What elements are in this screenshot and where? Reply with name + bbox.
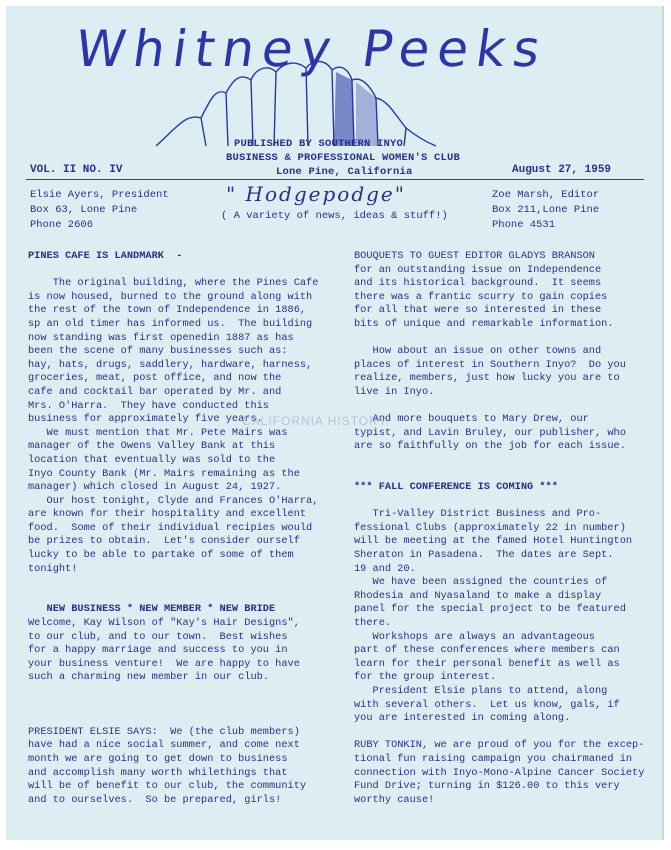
- editor-contact: [492, 188, 599, 233]
- right-column: [354, 250, 646, 807]
- line-gap: [354, 454, 646, 468]
- text-line: worthy cause!: [354, 793, 435, 806]
- text-line: Rhodesia and Nyasaland to make a display: [354, 589, 602, 602]
- text-line: part of these conferences where members can: [354, 644, 620, 657]
- text-line: will be meeting at the famed Hotel Huntington: [354, 535, 633, 548]
- line-gap: [354, 332, 646, 346]
- text-line: to our club, and to our town. Best wishes: [28, 630, 288, 643]
- text-line: We must mention that Mr. Pete Mairs was: [28, 426, 288, 439]
- text-line: How about an issue on other towns and: [354, 345, 602, 358]
- issue-date: August 27, 1959: [512, 164, 612, 176]
- left-column: [28, 250, 338, 807]
- president-box: Box 63, Lone Pine: [30, 204, 138, 216]
- text-line: there was a frantic scurry to gain copies: [354, 290, 608, 303]
- text-line: fessional Clubs (approximately 22 in number): [354, 521, 626, 534]
- masthead-title: Whitney Peeks: [71, 20, 552, 78]
- text-line: typist, and Lavin Bruley, our publisher, who: [354, 426, 626, 439]
- text-line: location that eventually was sold to the: [28, 453, 276, 466]
- line-gap: [354, 400, 646, 414]
- text-line: And more bouquets to Mary Drew, our: [354, 413, 589, 426]
- section-subtitle: ( A variety of news, ideas & stuff!): [221, 210, 448, 222]
- publisher-line-2: BUSINESS & PROFESSIONAL WOMEN'S CLUB: [226, 152, 461, 164]
- text-line: for an outstanding issue on Independence: [354, 263, 602, 276]
- text-line: food. Some of their individual recipies would: [28, 521, 313, 534]
- line-gap: [28, 699, 338, 713]
- text-line: is now housed, burned to the ground along with: [28, 290, 313, 303]
- text-line: sp an old timer has informed us. The building: [28, 317, 313, 330]
- text-line: Sheraton in Pasadena. The dates are Sept.: [354, 549, 614, 562]
- text-line: you are interested in coming along.: [354, 712, 571, 725]
- text-line: groceries, meat, post office, and now the: [28, 372, 282, 385]
- text-line: bits of unique and remarkable information.: [354, 317, 614, 330]
- text-line: Inyo County Bank (Mr. Mairs remaining as the: [28, 467, 300, 480]
- text-line: with several others. Let us know, gals, if: [354, 698, 620, 711]
- text-line: are so faithfully on the job for each issue.: [354, 440, 626, 453]
- text-line: for a happy marriage and success to you in: [28, 644, 288, 657]
- line-gap: [28, 685, 338, 699]
- line-gap: [28, 576, 338, 590]
- text-line: Workshops are always an advantageous: [354, 630, 595, 643]
- text-line: President Elsie plans to attend, along: [354, 685, 608, 697]
- text-line: We have been assigned the countries of: [354, 576, 608, 589]
- text-line: there.: [354, 617, 392, 630]
- text-line: learn for their personal benefit as well as: [354, 657, 620, 670]
- line-gap: [28, 590, 338, 604]
- text-line: tonight!: [28, 562, 78, 575]
- mountain-illustration: [156, 58, 436, 148]
- text-line: for all that were so interested in these: [354, 304, 602, 317]
- article-heading: PINES CAFE IS LANDMARK -: [28, 250, 183, 262]
- text-line: such a charming new member in our club.: [28, 671, 269, 684]
- text-line: Mrs. O'Harra. They have conducted this: [28, 399, 269, 412]
- line-gap: [354, 726, 646, 740]
- editor-phone: Phone 4531: [492, 219, 556, 231]
- editor-name: Zoe Marsh, Editor: [492, 189, 600, 201]
- article-heading: *** FALL CONFERENCE IS COMING ***: [354, 481, 558, 494]
- text-line: and its historical background. It seems: [354, 277, 602, 290]
- text-line: for the group interest.: [354, 671, 497, 684]
- text-line: lucky to be able to partake of some of them: [28, 549, 294, 562]
- text-line: panel for the special project to be featured: [354, 603, 626, 616]
- text-line: hay, hats, drugs, saddlery, hardware, harness,: [28, 358, 313, 371]
- text-line: Tri-Valley District Business and Pro-: [354, 508, 602, 521]
- text-line: have had a nice social summer, and come next: [28, 739, 300, 752]
- text-line: 19 and 20.: [354, 562, 416, 575]
- text-line: will be of benefit to our club, the community: [28, 780, 307, 793]
- masthead: [6, 6, 662, 178]
- watermark-text: CALIFORNIA HISTORY: [242, 414, 388, 428]
- text-line: RUBY TONKIN, we are proud of you for the excep-: [354, 739, 645, 752]
- text-line: tional fun raising campaign you chairmaned in: [354, 752, 633, 765]
- text-line: live in Inyo.: [354, 385, 435, 398]
- text-line: manager of the Owens Valley Bank at this: [28, 440, 276, 453]
- text-line: Our host tonight, Clyde and Frances O'Harra,: [28, 494, 319, 507]
- text-line: connection with Inyo-Mono-Alpine Cancer Society: [354, 766, 645, 779]
- editor-box: Box 211,Lone Pine: [492, 204, 600, 216]
- text-line: Fund Drive; turning in $126.00 to this very: [354, 780, 620, 793]
- text-line: places of interest in Southern Inyo? Do you: [354, 358, 626, 371]
- text-line: manager) which closed in August 24, 1927.: [28, 481, 282, 494]
- text-line: the rest of the town of Independence in 1886,: [28, 304, 307, 317]
- line-gap: [354, 495, 646, 509]
- line-gap: [354, 468, 646, 482]
- text-line: your business venture! We are happy to have: [28, 657, 300, 670]
- header-rule: [26, 179, 644, 180]
- text-line: cafe and cocktail bar operated by Mr. and: [28, 385, 282, 398]
- text-line: business for approximately five years.: [28, 413, 263, 426]
- volume-number: VOL. II NO. IV: [30, 164, 123, 176]
- line-gap: [28, 712, 338, 726]
- text-line: realize, members, just how lucky you are to: [354, 372, 620, 385]
- line-gap: [28, 264, 338, 278]
- text-line: The original building, where the Pines Cafe: [28, 277, 319, 290]
- text-line: Welcome, Kay Wilson of "Kay's Hair Designs",: [28, 617, 300, 630]
- text-line: and accomplish many worth whilethings that: [28, 766, 288, 779]
- location-line: Lone Pine, California: [276, 166, 413, 178]
- text-line: now standing was first openedin 1887 as has: [28, 331, 294, 344]
- text-line: and to ourselves. So be prepared, girls!: [28, 793, 282, 806]
- text-line: BOUQUETS TO GUEST EDITOR GLADYS BRANSON: [354, 250, 595, 262]
- text-line: been the scene of many businesses such as:: [28, 345, 288, 358]
- publisher-line-1: PUBLISHED BY SOUTHERN INYO: [234, 138, 404, 150]
- section-title: " Hodgepodge": [226, 182, 406, 206]
- newsletter-page: [6, 6, 664, 840]
- text-line: be prizes to obtain. Let's consider ourself: [28, 535, 300, 548]
- article-heading: NEW BUSINESS * NEW MEMBER * NEW BRIDE: [28, 603, 276, 616]
- text-line: are known for their hospitality and excellent: [28, 508, 307, 521]
- president-contact: [30, 188, 169, 233]
- text-line: PRESIDENT ELSIE SAYS: We (the club members): [28, 725, 300, 738]
- president-name: Elsie Ayers, President: [30, 189, 169, 201]
- text-line: month we are going to get down to business: [28, 752, 288, 765]
- president-phone: Phone 2606: [30, 219, 94, 231]
